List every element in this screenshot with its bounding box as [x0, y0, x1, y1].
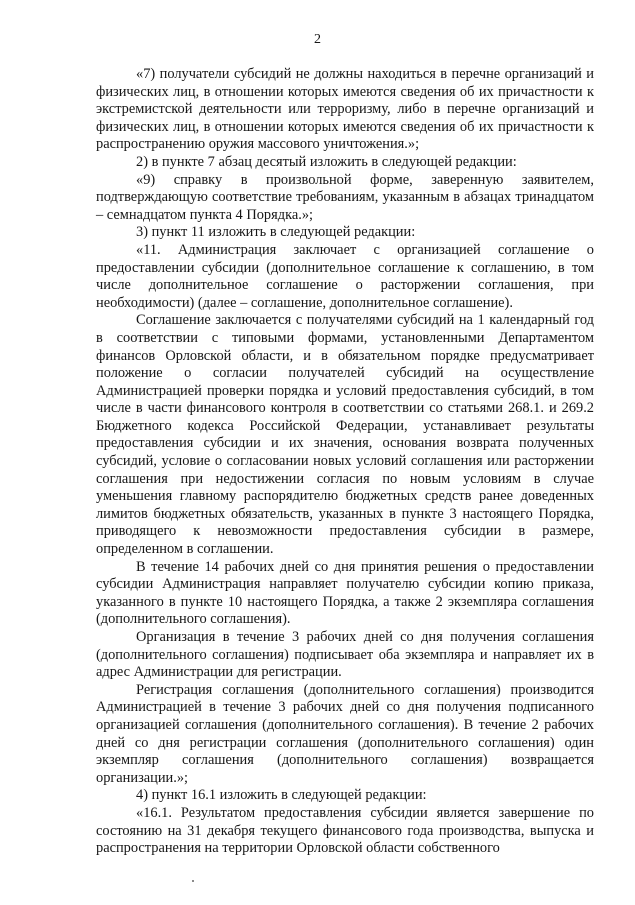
paragraph-clause-11: «11. Администрация заключает с организацией соглашение о предоставлении субсидии (дополнительное соглашение к соглашению, в том числе дополнительное соглашение о расторжении соглашения, при необходимости) (далее – соглашение, дополнительное соглашение). [96, 241, 594, 311]
paragraph-item-7: «7) получатели субсидий не должны находиться в перечне организаций и физических лиц, в отношении которых имеются сведения об их причастности к экстремистской деятельности или терроризму, либо в перечне организаций и физических лиц, в отношении которых имеются сведения об их причастности к распространению оружия массового уничтожения.»; [96, 66, 594, 153]
paragraph-signing: Организация в течение 3 рабочих дней со дня получения соглашения (дополнительного соглашения) подписывает оба экземпляра и направляет их в адрес Администрации для регистрации. [96, 629, 594, 681]
paragraph-registration: Регистрация соглашения (дополнительного соглашения) производится Администрацией в течение 3 рабочих дней со дня получения подписанного организацией соглашения (дополнительного соглашения). В течение 2 рабочих дней со дня регистрации соглашения (дополнительного соглашения) один экземпляр соглашения (дополнительного соглашения) возвращается организации.»; [96, 681, 594, 786]
paragraph-amendment-3: 3) пункт 11 изложить в следующей редакции: [136, 224, 416, 241]
document-body [96, 66, 594, 858]
paragraph-clause-16-1: «16.1. Результатом предоставления субсидии является завершение по состоянию на 31 декабря текущего финансового года производства, выпуска и распространения на территории Орловской области собственного [96, 804, 594, 857]
page-number: 2 [314, 32, 321, 47]
scan-speck [192, 880, 194, 882]
paragraph-14-days: В течение 14 рабочих дней со дня принятия решения о предоставлении субсидии Администрация направляет получателю субсидии копию приказа, указанного в пункте 10 настоящего Порядка, а также 2 экземпляра соглашения (дополнительного соглашения). [96, 558, 594, 628]
paragraph-amendment-2: 2) в пункте 7 абзац десятый изложить в следующей редакции: [136, 153, 517, 170]
paragraph-amendment-4: 4) пункт 16.1 изложить в следующей редакции: [136, 787, 427, 804]
paragraph-item-9: «9) справку в произвольной форме, заверенную заявителем, подтверждающую соответствие требованиям, указанным в абзацах тринадцатом – семнадцатом пункта 4 Порядка.»; [96, 171, 594, 223]
paragraph-agreement-terms: Соглашение заключается с получателями субсидий на 1 календарный год в соответствии с типовыми формами, установленными Департаментом финансов Орловской области, и в обязательном порядке предусматривает положение о согласии получателей субсидий на осуществление Администрацией проверки порядка и условий предоставления субсидий, в том числе в части финансового контроля в соответствии со статьями 268.1. и 269.2 Бюджетного кодекса Российской Федерации, устанавливает результаты предоставления субсидии и их значения, основания возврата полученных субсидий, условие о согласовании новых условий соглашения или расторжении соглашения при недостижении согласия по новым условиям в случае уменьшения главному распорядителю бюджетных средств ранее доведенных лимитов бюджетных обязательств, указанных в пункте 3 настоящего Порядка, приводящего к невозможности предоставления субсидии в размере, определенном в соглашении. [96, 312, 594, 558]
